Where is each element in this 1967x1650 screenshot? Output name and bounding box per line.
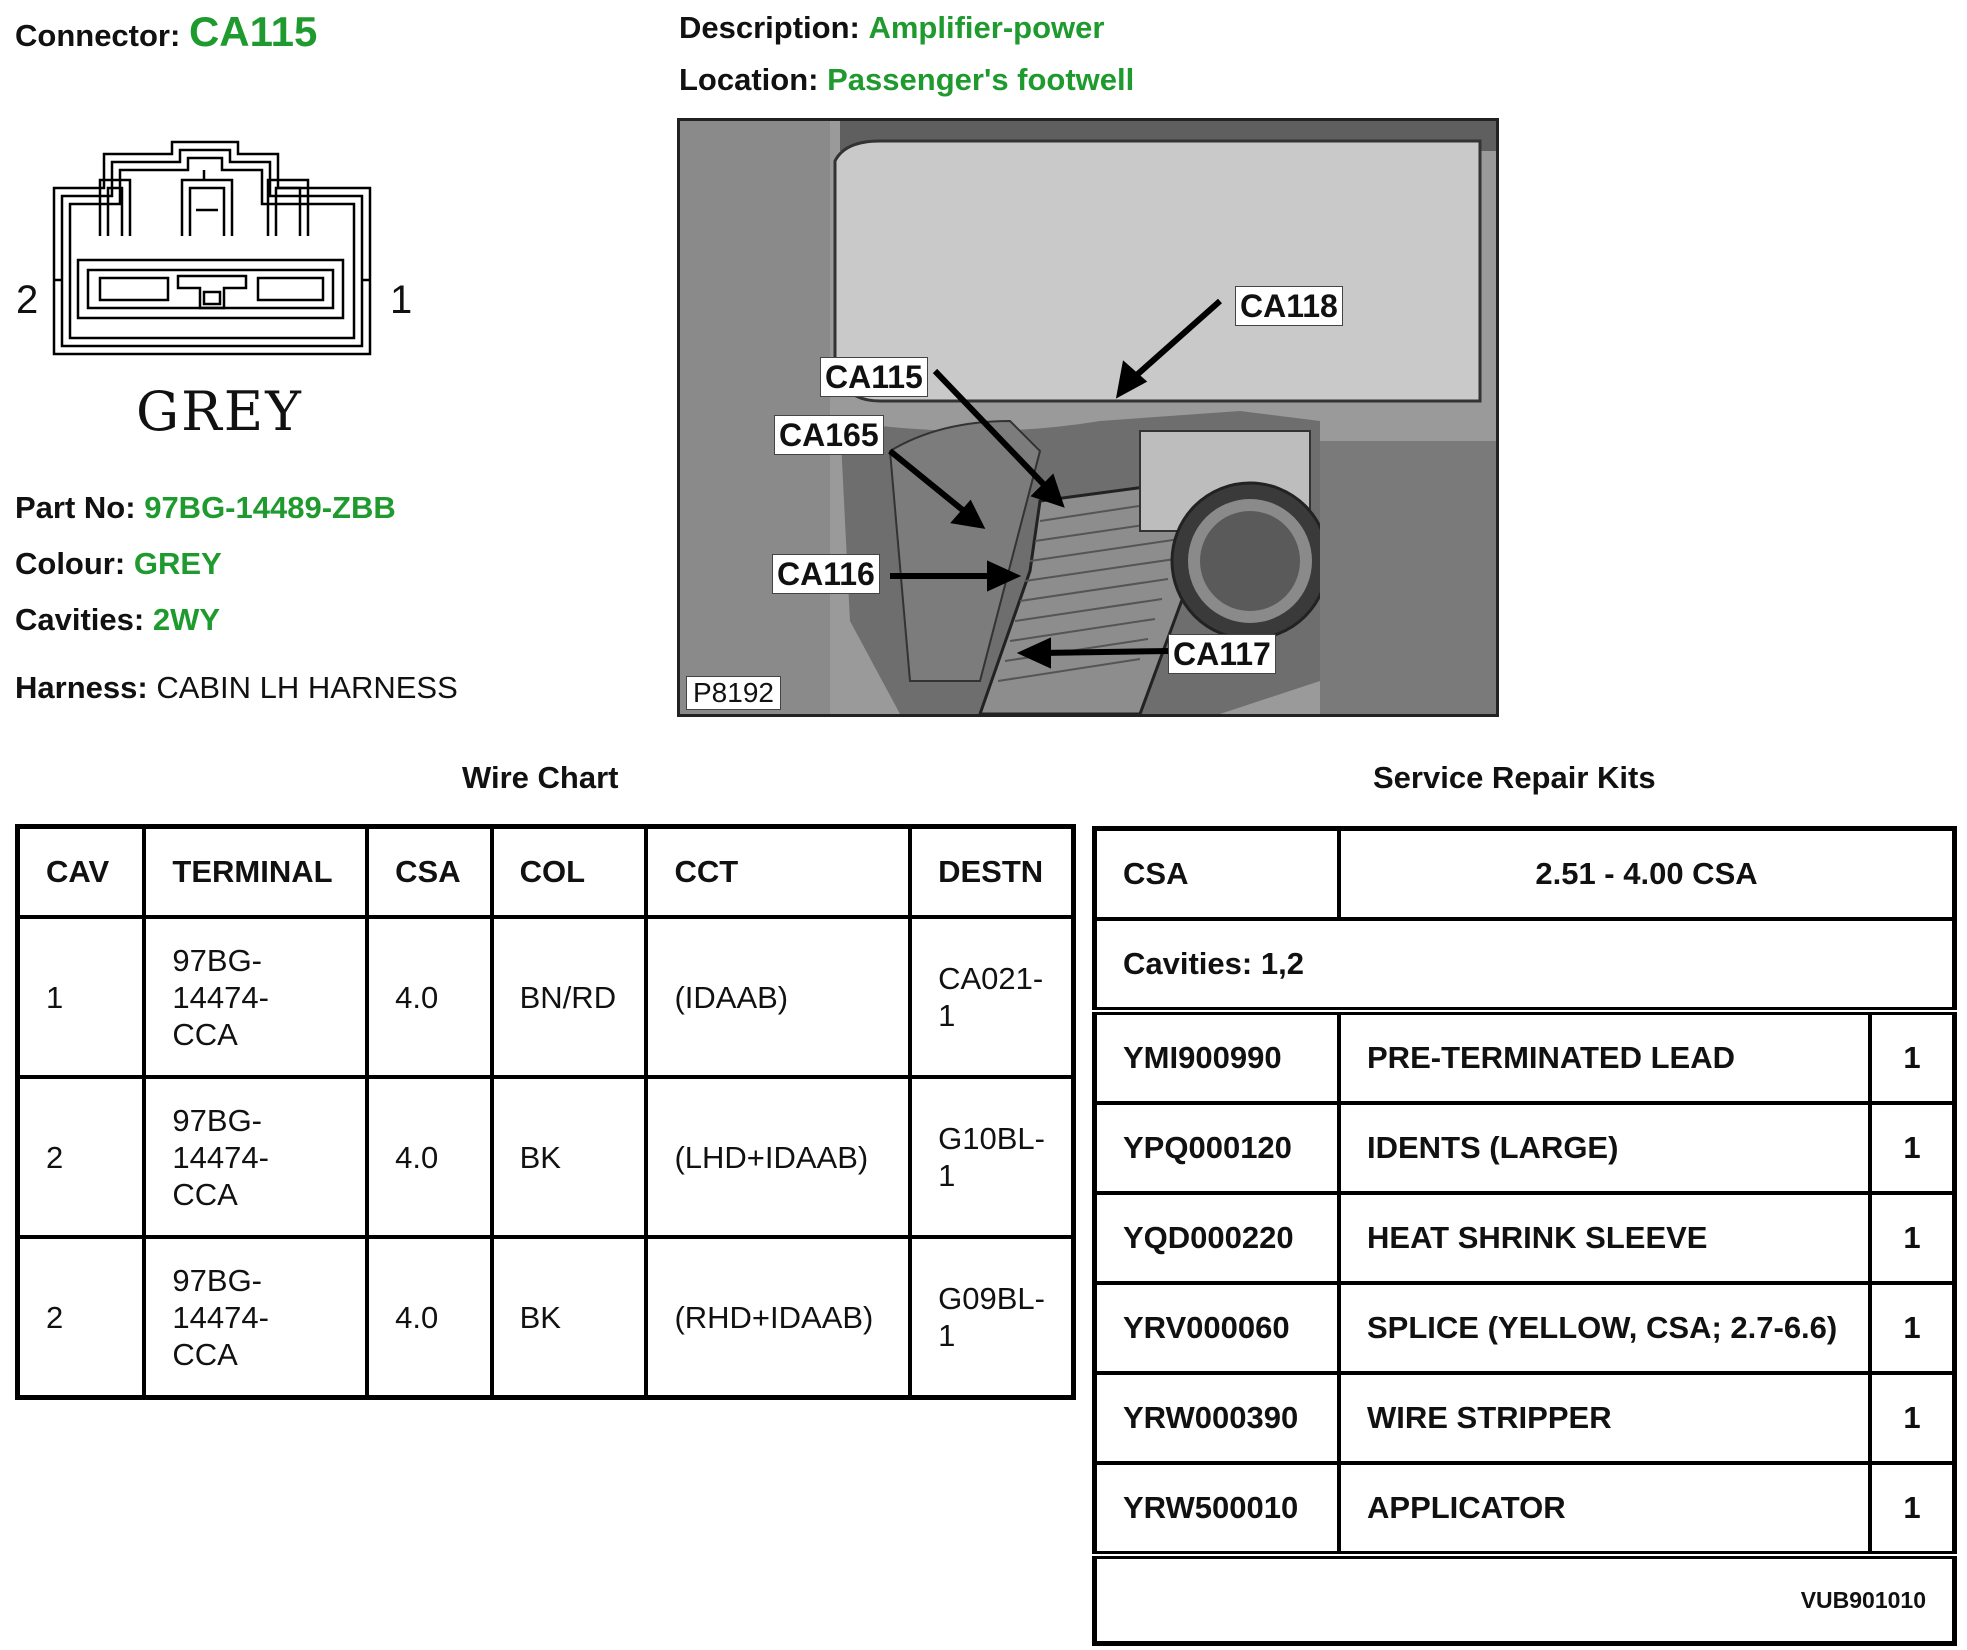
location-label: Location:: [679, 62, 819, 97]
cell-cct: (LHD+IDAAB): [646, 1077, 910, 1237]
kit-code: YRV000060: [1095, 1283, 1340, 1373]
kit-qty: 1: [1870, 1103, 1955, 1193]
colour-value: GREY: [133, 546, 222, 581]
cell-col: BN/RD: [492, 917, 647, 1077]
cell-col: BK: [492, 1237, 647, 1398]
cell-csa: 4.0: [367, 1237, 491, 1398]
cell-terminal: 97BG- 14474- CCA: [144, 1237, 367, 1398]
callout-ca165: CA165: [774, 415, 884, 455]
cell-cav: 1: [18, 917, 145, 1077]
colour-field: [15, 546, 222, 582]
kit-cavities-row: [1095, 919, 1955, 1011]
connector-face-diagram: [18, 140, 418, 380]
repair-kits-table: [1092, 826, 1957, 1646]
cell-destn: G09BL- 1: [910, 1237, 1073, 1398]
kit-qty: 1: [1870, 1283, 1955, 1373]
col-csa: CSA: [367, 827, 491, 918]
description-field: [679, 10, 1104, 46]
wire-chart-title: Wire Chart: [462, 760, 619, 795]
col-col: COL: [492, 827, 647, 918]
table-row: [1095, 1373, 1955, 1463]
location-field: [679, 62, 1134, 98]
kit-code: YMI900990: [1095, 1011, 1340, 1103]
kit-desc: SPLICE (YELLOW, CSA; 2.7-6.6): [1339, 1283, 1870, 1373]
kit-cavities: Cavities: 1,2: [1095, 919, 1955, 1011]
pin-1-label: 1: [390, 278, 413, 322]
table-row: [1095, 1283, 1955, 1373]
cell-csa: 4.0: [367, 1077, 491, 1237]
cell-csa: 4.0: [367, 917, 491, 1077]
kit-qty: 1: [1870, 1463, 1955, 1555]
cell-col: BK: [492, 1077, 647, 1237]
kit-code: YRW000390: [1095, 1373, 1340, 1463]
kit-desc: WIRE STRIPPER: [1339, 1373, 1870, 1463]
kit-qty: 1: [1870, 1373, 1955, 1463]
kit-desc: PRE-TERMINATED LEAD: [1339, 1011, 1870, 1103]
col-terminal: TERMINAL: [144, 827, 367, 918]
col-cct: CCT: [646, 827, 910, 918]
cell-cav: 2: [18, 1237, 145, 1398]
kit-code: YRW500010: [1095, 1463, 1340, 1555]
col-cav: CAV: [18, 827, 145, 918]
description-label: Description:: [679, 10, 860, 45]
repair-kits-title: Service Repair Kits: [1373, 760, 1656, 795]
callout-ca116: CA116: [772, 554, 880, 594]
table-row: [1095, 1193, 1955, 1283]
cavities-value: 2WY: [152, 602, 221, 637]
part-no-value: 97BG-14489-ZBB: [144, 490, 396, 525]
table-row: [18, 1077, 1074, 1237]
connector-label: Connector:: [15, 18, 181, 53]
kit-code: YPQ000120: [1095, 1103, 1340, 1193]
connector-field: [15, 8, 317, 56]
cell-cav: 2: [18, 1077, 145, 1237]
wire-chart-header-row: [18, 827, 1074, 918]
kit-csa-row: [1095, 829, 1955, 920]
location-photo: [677, 118, 1499, 717]
kit-qty: 1: [1870, 1193, 1955, 1283]
part-no-label: Part No:: [15, 490, 136, 525]
kit-footer-row: [1095, 1555, 1955, 1644]
cell-cct: (RHD+IDAAB): [646, 1237, 910, 1398]
harness-field: [15, 670, 458, 706]
kit-footer-ref: VUB901010: [1095, 1555, 1955, 1644]
col-destn: DESTN: [910, 827, 1073, 918]
kit-csa-value: 2.51 - 4.00 CSA: [1339, 829, 1955, 920]
colour-label: Colour:: [15, 546, 126, 581]
cell-terminal: 97BG- 14474- CCA: [144, 1077, 367, 1237]
photo-reference: P8192: [686, 676, 781, 710]
cell-destn: G10BL- 1: [910, 1077, 1073, 1237]
kit-code: YQD000220: [1095, 1193, 1340, 1283]
callout-ca118: CA118: [1235, 286, 1343, 326]
callout-ca117: CA117: [1168, 634, 1276, 674]
harness-value: CABIN LH HARNESS: [156, 670, 458, 705]
table-row: [18, 917, 1074, 1077]
description-value: Amplifier-power: [868, 10, 1105, 45]
location-value: Passenger's footwell: [827, 62, 1135, 97]
connector-id: CA115: [188, 8, 318, 55]
cavities-field: [15, 602, 220, 638]
table-row: [1095, 1011, 1955, 1103]
kit-desc: HEAT SHRINK SLEEVE: [1339, 1193, 1870, 1283]
kit-desc: APPLICATOR: [1339, 1463, 1870, 1555]
kit-desc: IDENTS (LARGE): [1339, 1103, 1870, 1193]
cavities-label: Cavities:: [15, 602, 145, 637]
harness-label: Harness:: [15, 670, 148, 705]
pin-2-label: 2: [16, 278, 39, 322]
kit-csa-label: CSA: [1095, 829, 1340, 920]
wire-chart-table: [15, 824, 1076, 1400]
table-row: [1095, 1463, 1955, 1555]
cell-cct: (IDAAB): [646, 917, 910, 1077]
callout-ca115: CA115: [820, 357, 928, 397]
cell-terminal: 97BG- 14474- CCA: [144, 917, 367, 1077]
cell-destn: CA021- 1: [910, 917, 1073, 1077]
connector-colour-text: GREY: [136, 380, 303, 443]
kit-qty: 1: [1870, 1011, 1955, 1103]
part-no-field: [15, 490, 396, 526]
table-row: [18, 1237, 1074, 1398]
table-row: [1095, 1103, 1955, 1193]
